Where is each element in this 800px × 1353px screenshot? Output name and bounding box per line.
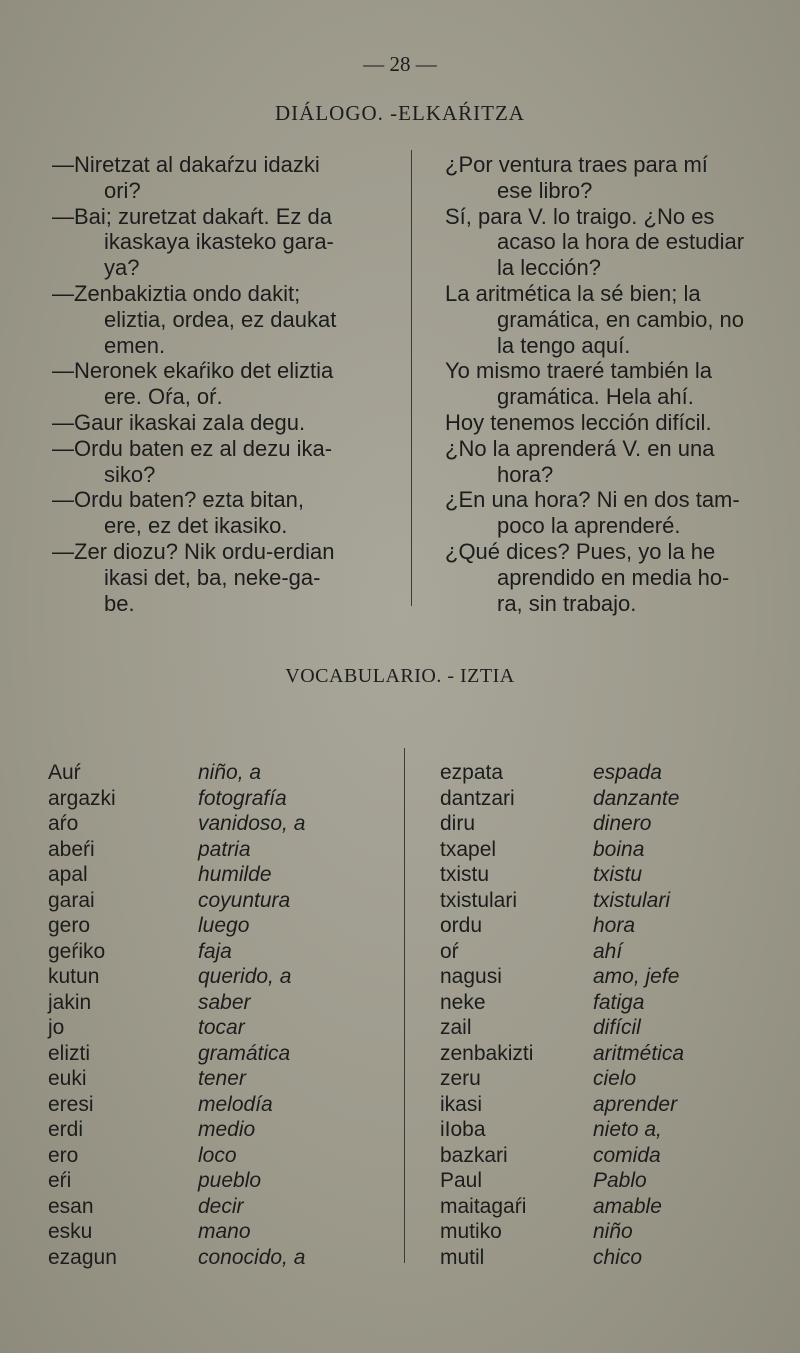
dialog-line: Hoy tenemos lección difícil. xyxy=(445,409,712,435)
spanish-translation: conocido, a xyxy=(198,1245,306,1269)
basque-term: diru xyxy=(440,812,476,835)
basque-dialog-column xyxy=(52,152,392,616)
dialog-line: acaso la hora de estudiar xyxy=(497,229,745,255)
vocabulary-entry xyxy=(48,1143,305,1169)
dialog-line: ori? xyxy=(104,177,141,203)
basque-term: aŕo xyxy=(48,812,79,835)
spanish-translation: decir xyxy=(198,1194,244,1218)
vocabulary-entry xyxy=(440,786,684,812)
dialog-line: ikasi det, ba, neke-ga- xyxy=(104,564,321,590)
spanish-translation: niño xyxy=(593,1220,633,1243)
dialog-line: hora? xyxy=(497,461,554,487)
column-divider xyxy=(411,150,412,606)
basque-term: txistulari xyxy=(440,888,518,912)
spanish-translation: tocar xyxy=(198,1016,245,1039)
spanish-translation: loco xyxy=(198,1143,237,1167)
dialog-line: la tengo aquí. xyxy=(497,332,631,358)
spanish-translation: luego xyxy=(198,914,250,937)
dialog-line: Yo mismo traeré también la xyxy=(445,358,712,384)
vocabulary-entry xyxy=(440,862,684,888)
spanish-translation: niño, a xyxy=(198,761,262,784)
vocabulary-entry xyxy=(48,811,305,837)
dialog-line: poco la aprenderé. xyxy=(497,513,681,539)
dialog-line: ¿Por ventura traes para mí xyxy=(445,152,708,177)
basque-term: zeru xyxy=(440,1067,481,1090)
vocabulary-entry xyxy=(48,1066,305,1092)
vocabulary-entry xyxy=(48,964,305,990)
basque-term: iIoba xyxy=(440,1118,486,1141)
dialog-line: aprendido en media ho- xyxy=(497,564,730,590)
vocabulary-entry xyxy=(48,1041,305,1067)
dialog-line: gramática, en cambio, no xyxy=(497,306,745,332)
spanish-translation: chico xyxy=(593,1245,643,1269)
dialog-title: DIÁLOGO. -ELKAŔITZA xyxy=(275,101,525,125)
spanish-dialog-column xyxy=(445,152,785,616)
basque-term: argazki xyxy=(48,786,116,810)
dialog-line: ere. Oŕa, oŕ. xyxy=(104,384,223,410)
vocabulary-divider xyxy=(404,748,405,1263)
vocabulary-entry xyxy=(440,990,684,1016)
vocabulary-entry xyxy=(48,837,305,863)
basque-term: dantzari xyxy=(440,786,515,810)
basque-term: zenbakizti xyxy=(440,1041,534,1065)
vocabulary-entry xyxy=(440,1168,684,1194)
spanish-translation: humilde xyxy=(198,863,272,886)
dialog-line: ra, sin trabajo. xyxy=(497,590,637,616)
dialog-line: gramática. Hela ahí. xyxy=(497,384,694,410)
basque-term: mutil xyxy=(440,1245,485,1269)
vocabulary-entry xyxy=(48,786,305,812)
vocabulary-entry xyxy=(48,990,305,1016)
dialog-line: emen. xyxy=(104,332,166,358)
dialog-line: siko? xyxy=(104,461,156,487)
dialog-line: —Zenbakiztia ondo dakit; xyxy=(52,280,301,306)
vocabulary-entry xyxy=(48,939,305,965)
spanish-translation: gramática xyxy=(198,1041,291,1065)
spanish-translation: hora xyxy=(593,914,636,937)
basque-term: txapel xyxy=(440,837,497,861)
vocabulary-entry xyxy=(440,1219,684,1245)
basque-term: bazkari xyxy=(440,1143,508,1167)
spanish-translation: mano xyxy=(198,1220,251,1243)
basque-term: kutun xyxy=(48,965,100,988)
basque-term: nagusi xyxy=(440,965,502,988)
vocabulary-entry xyxy=(48,913,305,939)
basque-term: mutiko xyxy=(440,1220,502,1243)
vocabulary-entry xyxy=(48,1219,305,1245)
dialog-line: —Gaur ikaskai zaIa degu. xyxy=(52,409,306,435)
dialog-line: —Ordu baten? ezta bitan, xyxy=(52,487,304,513)
basque-term: esku xyxy=(48,1220,93,1243)
spanish-translation: danzante xyxy=(593,786,680,810)
spanish-translation: saber xyxy=(198,990,251,1014)
basque-term: geŕiko xyxy=(48,939,106,963)
vocabulary-entry xyxy=(440,1143,684,1169)
spanish-translation: melodía xyxy=(198,1092,273,1116)
basque-term: ikasi xyxy=(440,1092,483,1116)
spanish-translation: ahí xyxy=(593,939,623,963)
vocabulary-entry xyxy=(440,1015,684,1041)
basque-term: erdi xyxy=(48,1118,84,1141)
dialog-line: ikaskaya ikasteko gara- xyxy=(104,229,334,255)
basque-term: ezpata xyxy=(440,761,504,784)
basque-term: maitagaŕi xyxy=(440,1194,527,1218)
dialog-line: ¿No la aprenderá V. en una xyxy=(445,435,715,461)
spanish-translation: pueblo xyxy=(198,1169,262,1192)
dialog-line: ya? xyxy=(104,255,140,281)
spanish-translation: faja xyxy=(198,939,232,963)
vocabulary-entry xyxy=(440,837,684,863)
vocabulary-entry xyxy=(440,1194,684,1220)
dialog-line: eliztia, ordea, ez daukat xyxy=(104,306,337,332)
vocabulary-entry xyxy=(440,1245,684,1271)
vocabulary-entry xyxy=(440,811,684,837)
basque-term: Auŕ xyxy=(48,761,81,784)
basque-term: garai xyxy=(48,888,95,912)
basque-term: euki xyxy=(48,1067,87,1090)
dialog-line: be. xyxy=(104,590,135,616)
dialog-line: —Bai; zuretzat dakaŕt. Ez da xyxy=(52,203,333,229)
vocabulary-entry xyxy=(48,862,305,888)
vocabulary-entry xyxy=(440,1066,684,1092)
spanish-translation: boina xyxy=(593,837,645,861)
vocabulary-entry xyxy=(48,1194,305,1220)
basque-term: oŕ xyxy=(440,939,459,963)
basque-term: ordu xyxy=(440,914,483,937)
spanish-translation: cielo xyxy=(593,1067,637,1090)
spanish-translation: fatiga xyxy=(593,990,645,1014)
basque-term: neke xyxy=(440,990,486,1014)
spanish-translation: comida xyxy=(593,1143,661,1167)
dialog-line: Sí, para V. lo traigo. ¿No es xyxy=(445,203,715,229)
spanish-translation: patria xyxy=(198,837,251,861)
spanish-translation: dinero xyxy=(593,812,652,835)
vocabulary-entry xyxy=(48,1168,305,1194)
dialog-line: ere, ez det ikasiko. xyxy=(104,513,288,539)
spanish-translation: aprender xyxy=(593,1092,678,1116)
spanish-translation: querido, a xyxy=(198,965,292,988)
basque-term: jo xyxy=(48,1016,65,1039)
spanish-translation: aritmética xyxy=(593,1041,685,1065)
vocabulary-entry xyxy=(48,1245,305,1271)
spanish-translation: amo, jefe xyxy=(593,965,680,988)
basque-term: apal xyxy=(48,863,88,886)
dialog-line: La aritmética la sé bien; la xyxy=(445,280,701,306)
spanish-translation: difícil xyxy=(593,1016,641,1039)
vocabulary-entry xyxy=(48,760,305,786)
spanish-translation: nieto a, xyxy=(593,1118,662,1141)
vocabulary-entry xyxy=(440,1041,684,1067)
spanish-translation: amable xyxy=(593,1194,662,1218)
dialog-line: —Niretzat al dakaŕzu idazki xyxy=(52,152,320,177)
vocabulary-entry xyxy=(440,1092,684,1118)
spanish-translation: txistu xyxy=(593,863,643,886)
dialog-line: —Ordu baten ez al dezu ika- xyxy=(52,435,333,461)
page-number: — 28 — xyxy=(363,52,437,76)
vocabulary-entry xyxy=(48,1092,305,1118)
basque-term: eresi xyxy=(48,1092,94,1116)
basque-term: gero xyxy=(48,914,91,937)
spanish-translation: espada xyxy=(593,761,662,784)
spanish-translation: fotografía xyxy=(198,786,287,810)
vocabulary-left-column xyxy=(48,760,305,1270)
basque-term: ezagun xyxy=(48,1245,117,1269)
vocabulary-entry xyxy=(440,939,684,965)
basque-term: elizti xyxy=(48,1041,91,1065)
vocabulary-entry xyxy=(440,913,684,939)
dialog-line: ¿Qué dices? Pues, yo la he xyxy=(445,538,716,564)
spanish-translation: coyuntura xyxy=(198,888,291,912)
spanish-translation: tener xyxy=(198,1067,246,1090)
vocabulary-right-column xyxy=(440,760,684,1270)
basque-term: txistu xyxy=(440,863,490,886)
dialog-line: —Zer diozu? Nik ordu-erdian xyxy=(52,538,335,564)
vocabulary-entry xyxy=(440,760,684,786)
spanish-translation: txistulari xyxy=(593,888,671,912)
basque-term: esan xyxy=(48,1194,94,1218)
dialog-line: ¿En una hora? Ni en dos tam- xyxy=(445,487,740,513)
vocabulary-entry xyxy=(440,888,684,914)
basque-term: jakin xyxy=(48,990,92,1014)
vocabulary-entry xyxy=(440,964,684,990)
basque-term: eŕi xyxy=(48,1169,72,1192)
vocabulary-entry xyxy=(48,1015,305,1041)
basque-term: zail xyxy=(440,1016,472,1039)
dialog-line: ese libro? xyxy=(497,177,593,203)
dialog-line: —Neronek ekaŕiko det eliztia xyxy=(52,358,334,384)
vocabulary-entry xyxy=(48,1117,305,1143)
basque-term: abeŕi xyxy=(48,837,95,861)
spanish-translation: Pablo xyxy=(593,1169,647,1192)
spanish-translation: medio xyxy=(198,1118,256,1141)
vocabulary-entry xyxy=(440,1117,684,1143)
basque-term: Paul xyxy=(440,1169,483,1192)
vocabulary-title: VOCABULARIO. - IZTIA xyxy=(285,665,515,687)
spanish-translation: vanidoso, a xyxy=(198,812,306,835)
vocabulary-entry xyxy=(48,888,305,914)
dialog-line: la lección? xyxy=(497,255,601,281)
basque-term: ero xyxy=(48,1143,79,1167)
